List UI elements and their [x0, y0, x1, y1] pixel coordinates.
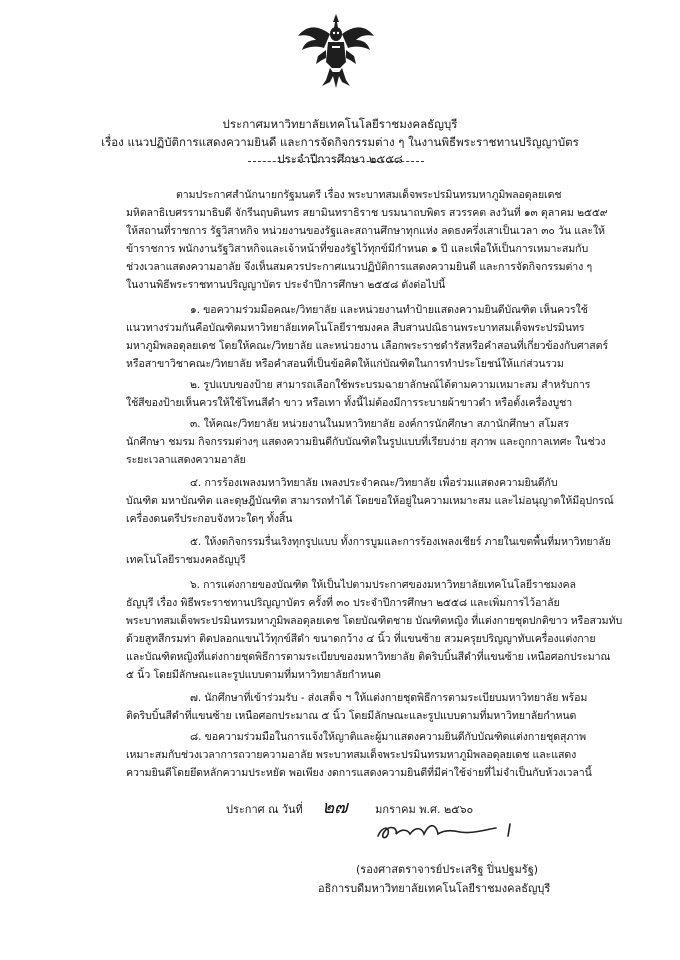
item-6-line: ๕ นิ้ว โดยมีลักษณะและรูปแบบตามที่มหาวิทยาลัยกำหนด [126, 669, 381, 681]
item-7-line: ติดริบบิ้นสีดำที่แขนซ้าย เหนือศอกประมาณ ๕ นิ้ว โดยมีลักษณะและรูปแบบตามที่มหาวิทยาลัยกำหนด [126, 710, 577, 722]
intro-line: ข้าราชการ พนักงานรัฐวิสาหกิจและเจ้าหน้าที่ของรัฐไว้ทุกข์มีกำหนด ๑ ปี และเพื่อให้เป็นการเหมาะสมกับ [126, 243, 589, 255]
item-3-line: ระยะเวลาแสดงความอาลัย [126, 454, 246, 466]
announce-prefix: ประกาศ ณ วันที่ [226, 803, 303, 816]
item-6-line: ด้วยสูทสีกรมท่า ติดปลอกแขนไว้ทุกข์สีดำ ขนาดกว้าง ๔ นิ้ว ที่แขนซ้าย สวมครุยปริญญาทับเครื่องแต่งกาย [126, 633, 596, 645]
intro-line: ให้สถานที่ราชการ รัฐวิสาหกิจ หน่วยงานของรัฐและสถานศึกษาทุกแห่ง ลดธงครึ่งเสาเป็นเวลา ๓๐ วัน และให้ [126, 225, 605, 237]
item-1-line: หรือสาขาวิชาคณะ/วิทยาลัย หรือคำสอนที่เป็นข้อคิดให้แก่บัณฑิตในการทำประโยชน์ให้แก่ส่วนรวม [126, 358, 564, 370]
item-8-line: เหมาะสมกับช่วงเวลาการถวายความอาลัย พระบาทสมเด็จพระปรมินทรมหาภูมิพลอดุลยเดช และแสดง [126, 749, 577, 761]
item-5-line: เทคโนโลยีราชมงคลธัญบุรี [126, 554, 246, 566]
item-1-line: มหาภูมิพลอดุลยเดช โดยให้คณะ/วิทยาลัย และหน่วยงาน เลือกพระราชดำรัสหรือคำสอนที่เกี่ยวข้องกับศาสตร์ [126, 340, 609, 352]
item-2-line: ใช้สีของป้ายเห็นควรให้ใช้โทนสีดำ ขาว หรือเทา ทั้งนี้ไม่ต้องมีการระบายผ้าขาวดำ หรือตั้งเครื่องบูชา [126, 397, 573, 409]
item-6-line: พระบาทสมเด็จพระปรมินทรมหาภูมิพลอดุลยเดช โดยบัณฑิตชาย บัณฑิตหญิง ที่แต่งกายชุดปกติขาว หรือสวมทับ [126, 615, 623, 627]
intro-line: ในงานพิธีพระราชทานปริญญาบัตร ประจำปีการศึกษา ๒๕๕๘ ดังต่อไปนี้ [126, 279, 446, 291]
announcement-title: ประกาศมหาวิทยาลัยเทคโนโลยีราชมงคลธัญบุรี [222, 117, 458, 131]
signer-position: อธิการบดีมหาวิทยาลัยเทคโนโลยีราชมงคลธัญบุรี [318, 882, 551, 895]
header-divider [248, 161, 424, 162]
item-1-line: ๑. ขอความร่วมมือคณะ/วิทยาลัย และหน่วยงานทำป้ายแสดงความยินดีบัณฑิต เห็นควรใช้ [190, 304, 588, 316]
item-4-line: บัณฑิต มหาบัณฑิต และดุษฎีบัณฑิต สามารถทำได้ โดยขอให้อยู่ในความเหมาะสม และไม่อนุญาตให้มีอุปกรณ์ [126, 495, 614, 507]
item-4-line: เครื่องดนตรีประกอบจังหวะใดๆ ทั้งสิ้น [126, 513, 293, 525]
item-2-line: ๒. รูปแบบของป้าย สามารถเลือกใช้พระบรมฉายาลักษณ์ได้ตามความเหมาะสม สำหรับการ [190, 379, 591, 391]
item-8-line: ๘. ขอความร่วมมือในการแจ้งให้ญาติและผู้มาแสดงความยินดีกับบัณฑิตแต่งกายชุดสุภาพ [190, 731, 586, 743]
intro-line: ช่วงเวลาแสดงความอาลัย จึงเห็นสมควรประกาศแนวปฏิบัติการแสดงความยินดี และการจัดกิจกรรมต่าง ๆ [126, 261, 593, 273]
intro-line: ตามประกาศสำนักนายกรัฐมนตรี เรื่อง พระบาทสมเด็จพระปรมินทรมหาภูมิพลอดุลยเดช [176, 189, 562, 201]
announce-day: ๒๗ [322, 797, 348, 818]
item-5-line: ๕. ให้งดกิจกรรมรื่นเริงทุกรูปแบบ ทั้งการบูมและการร้องเพลงเชียร์ ภายในเขตพื้นที่มหาวิทยาลัย [190, 536, 611, 548]
item-6-line: ๖. การแต่งกายของบัณฑิต ให้เป็นไปตามประกาศของมหาวิทยาลัยเทคโนโลยีราชมงคล [190, 579, 576, 591]
garuda-emblem-icon [296, 10, 376, 90]
announcement-year: ประจำปีการศึกษา ๒๕๕๘ [277, 152, 403, 166]
intro-line: มหิตลาธิเบศรรามาธิบดี จักรีนฤบดินทร สยามินทราธิราช บรมนาถบพิตร สวรรคต ลงวันที่ ๑๓ ตุลาคม ๒๕๕๙ [126, 207, 608, 219]
item-7-line: ๗. นักศึกษาที่เข้าร่วมรับ - ส่งเสด็จ ฯ ให้แต่งกายชุดพิธีการตามระเบียบมหาวิทยาลัย พร้อม [190, 692, 588, 704]
item-6-line: ธัญบุรี เรื่อง พิธีพระราชทานปริญญาบัตร ครั้งที่ ๓๐ ประจำปีการศึกษา ๒๕๕๘ และเพิ่มการไว้อาลัย [126, 597, 560, 609]
item-8-line: ความยินดีโดยยึดหลักความประหยัด พอเพียง งดการแสดงความยินดีที่มีค่าใช้จ่ายที่ไม่จำเป็นกับห้วงเวลานี้ [126, 767, 592, 779]
announce-month-year: มกราคม พ.ศ. ๒๕๖๐ [375, 803, 474, 816]
item-6-line: และบัณฑิตหญิงที่แต่งกายชุดพิธีการตามระเบียบของมหาวิทยาลัย ติดริบบิ้นสีดำที่แขนซ้าย เหนือศอกประมาณ [126, 651, 611, 663]
handwritten-signature-icon [372, 814, 522, 844]
item-3-line: ๓. ให้คณะ/วิทยาลัย หน่วยงานในมหาวิทยาลัย องค์การนักศึกษา สภานักศึกษา สโมสร [190, 418, 569, 430]
item-3-line: นักศึกษา ชมรม กิจกรรมต่างๆ แสดงความยินดีกับบัณฑิตในรูปแบบที่เรียบง่าย สุภาพ และถูกกาลเทศะ ในช่วง [126, 436, 606, 448]
announcement-subject: เรื่อง แนวปฏิบัติการแสดงความยินดี และการจัดกิจกรรมต่าง ๆ ในงานพิธีพระราชทานปริญญาบัตร [101, 135, 579, 149]
item-1-line: แนวทางร่วมกันคือบัณฑิตมหาวิทยาลัยเทคโนโลยีราชมงคล สืบสานปณิธานพระบาทสมเด็จพระปรมินทร [126, 322, 585, 334]
item-4-line: ๔. การร้องเพลงมหาวิทยาลัย เพลงประจำคณะ/วิทยาลัย เพื่อร่วมแสดงความยินดีกับ [190, 477, 558, 489]
signer-name: (รองศาสตราจารย์ประเสริฐ ปิ่นปฐมรัฐ) [356, 863, 539, 876]
